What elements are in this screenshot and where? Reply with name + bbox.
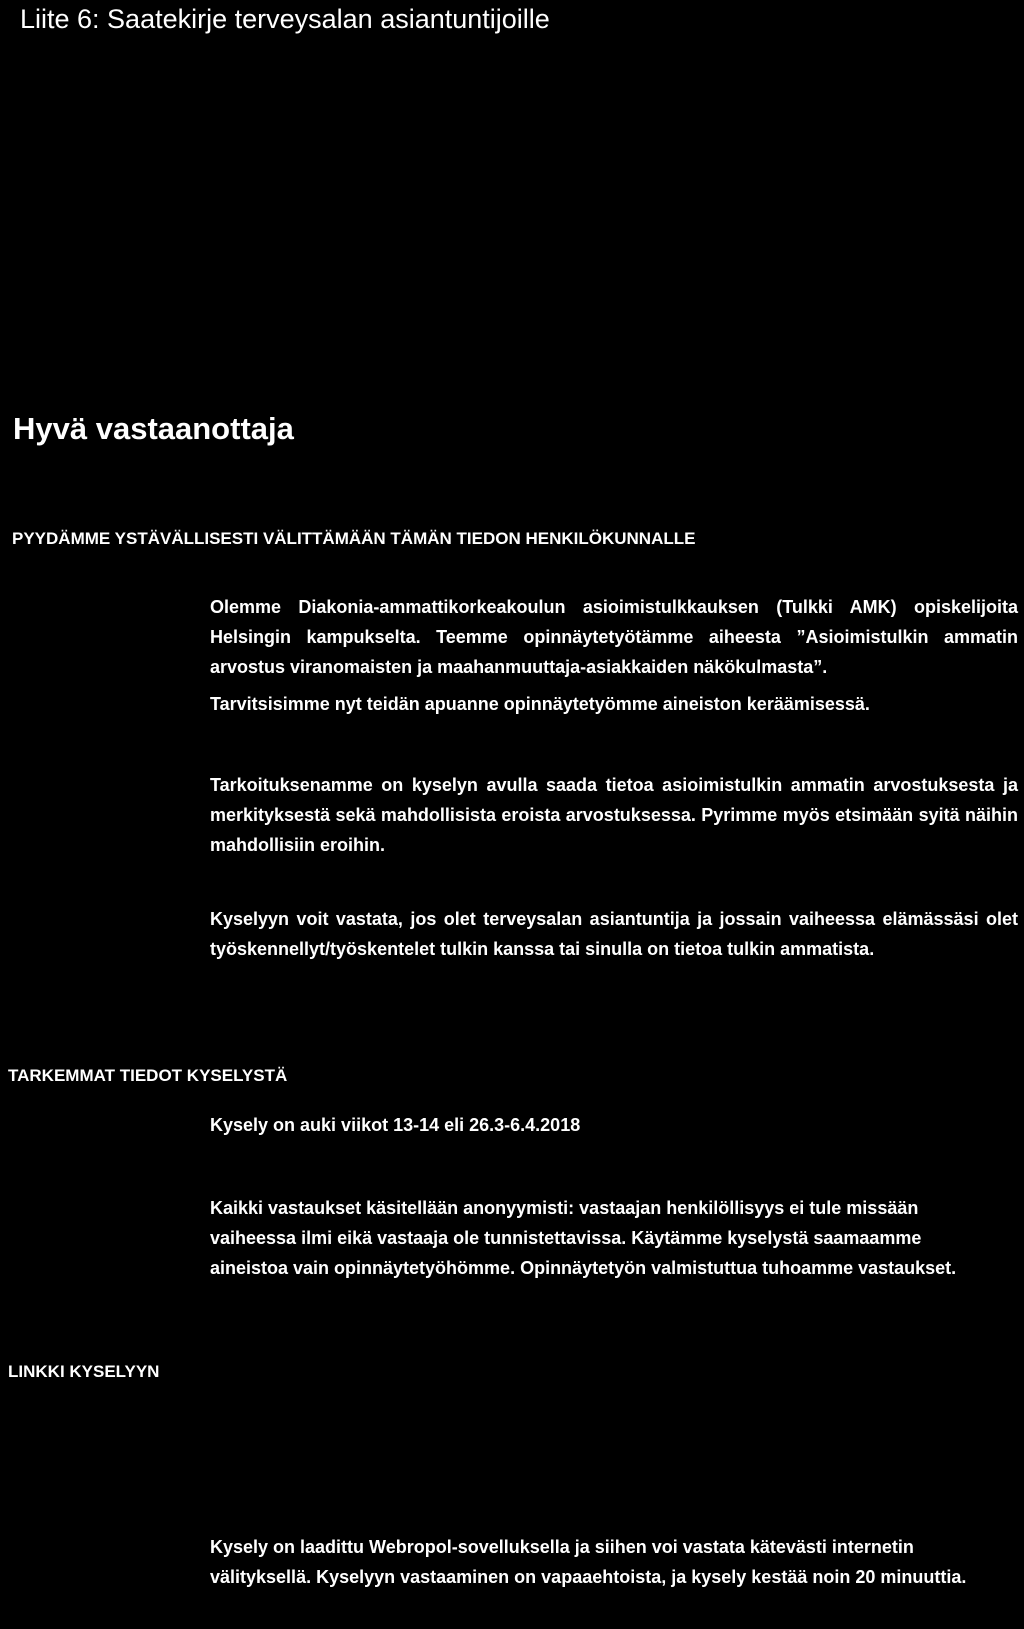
forward-request-heading: PYYDÄMME YSTÄVÄLLISESTI VÄLITTÄMÄÄN TÄMÄN TIEDON HENKILÖKUNNALLE: [12, 529, 696, 548]
intro-paragraph: Olemme Diakonia-ammattikorkeakoulun asioimistulkkauksen (Tulkki AMK) opiskelijoita Helsingin kampukselta. Teemme opinnäytetyötämme aiheesta ”Asioimistulkin ammatin arvostus viranomaisten ja maahanmuuttaja-asiakkaiden näkökulmasta”.: [210, 597, 1018, 677]
need-paragraph: Tarvitsisimme nyt teidän apuanne opinnäytetyömme aineiston keräämisessä.: [210, 694, 870, 714]
purpose-paragraph: Tarkoituksenamme on kyselyn avulla saada tietoa asioimistulkin ammatin arvostuksesta ja merkityksestä sekä mahdollisista eroista arvostuksessa. Pyrimme myös etsimään syitä näihin mahdollisiin eroihin.: [210, 775, 1018, 855]
anonymity-paragraph: Kaikki vastaukset käsitellään anonyymisti: vastaajan henkilöllisyys ei tule missään vaiheessa ilmi eikä vastaaja ole tunnistettavissa. Käytämme kyselystä saamaamme aineistoa vain opinnäytetyöhömme. Opinnäytetyön valmistuttua tuhoamme vastaukset.: [210, 1198, 957, 1278]
who-can-answer-paragraph: Kyselyyn voit vastata, jos olet terveysalan asiantuntija ja jossain vaiheessa elämässäsi olet työskennellyt/työskentelet tulkin kanssa tai sinulla on tietoa tulkin ammatista.: [210, 909, 1018, 959]
webropol-paragraph: Kysely on laadittu Webropol-sovelluksella ja siihen voi vastata kätevästi internetin välityksellä. Kyselyyn vastaaminen on vapaaehtoista, ja kysely kestää noin 20 minuuttia.: [210, 1537, 967, 1587]
survey-open-period: Kysely on auki viikot 13-14 eli 26.3-6.4.2018: [210, 1115, 581, 1135]
appendix-title: Liite 6: Saatekirje terveysalan asiantuntijoille: [20, 4, 550, 34]
greeting-heading: Hyvä vastaanottaja: [13, 411, 294, 446]
survey-link-heading: LINKKI KYSELYYN: [8, 1362, 160, 1381]
survey-details-heading: TARKEMMAT TIEDOT KYSELYSTÄ: [8, 1066, 288, 1085]
